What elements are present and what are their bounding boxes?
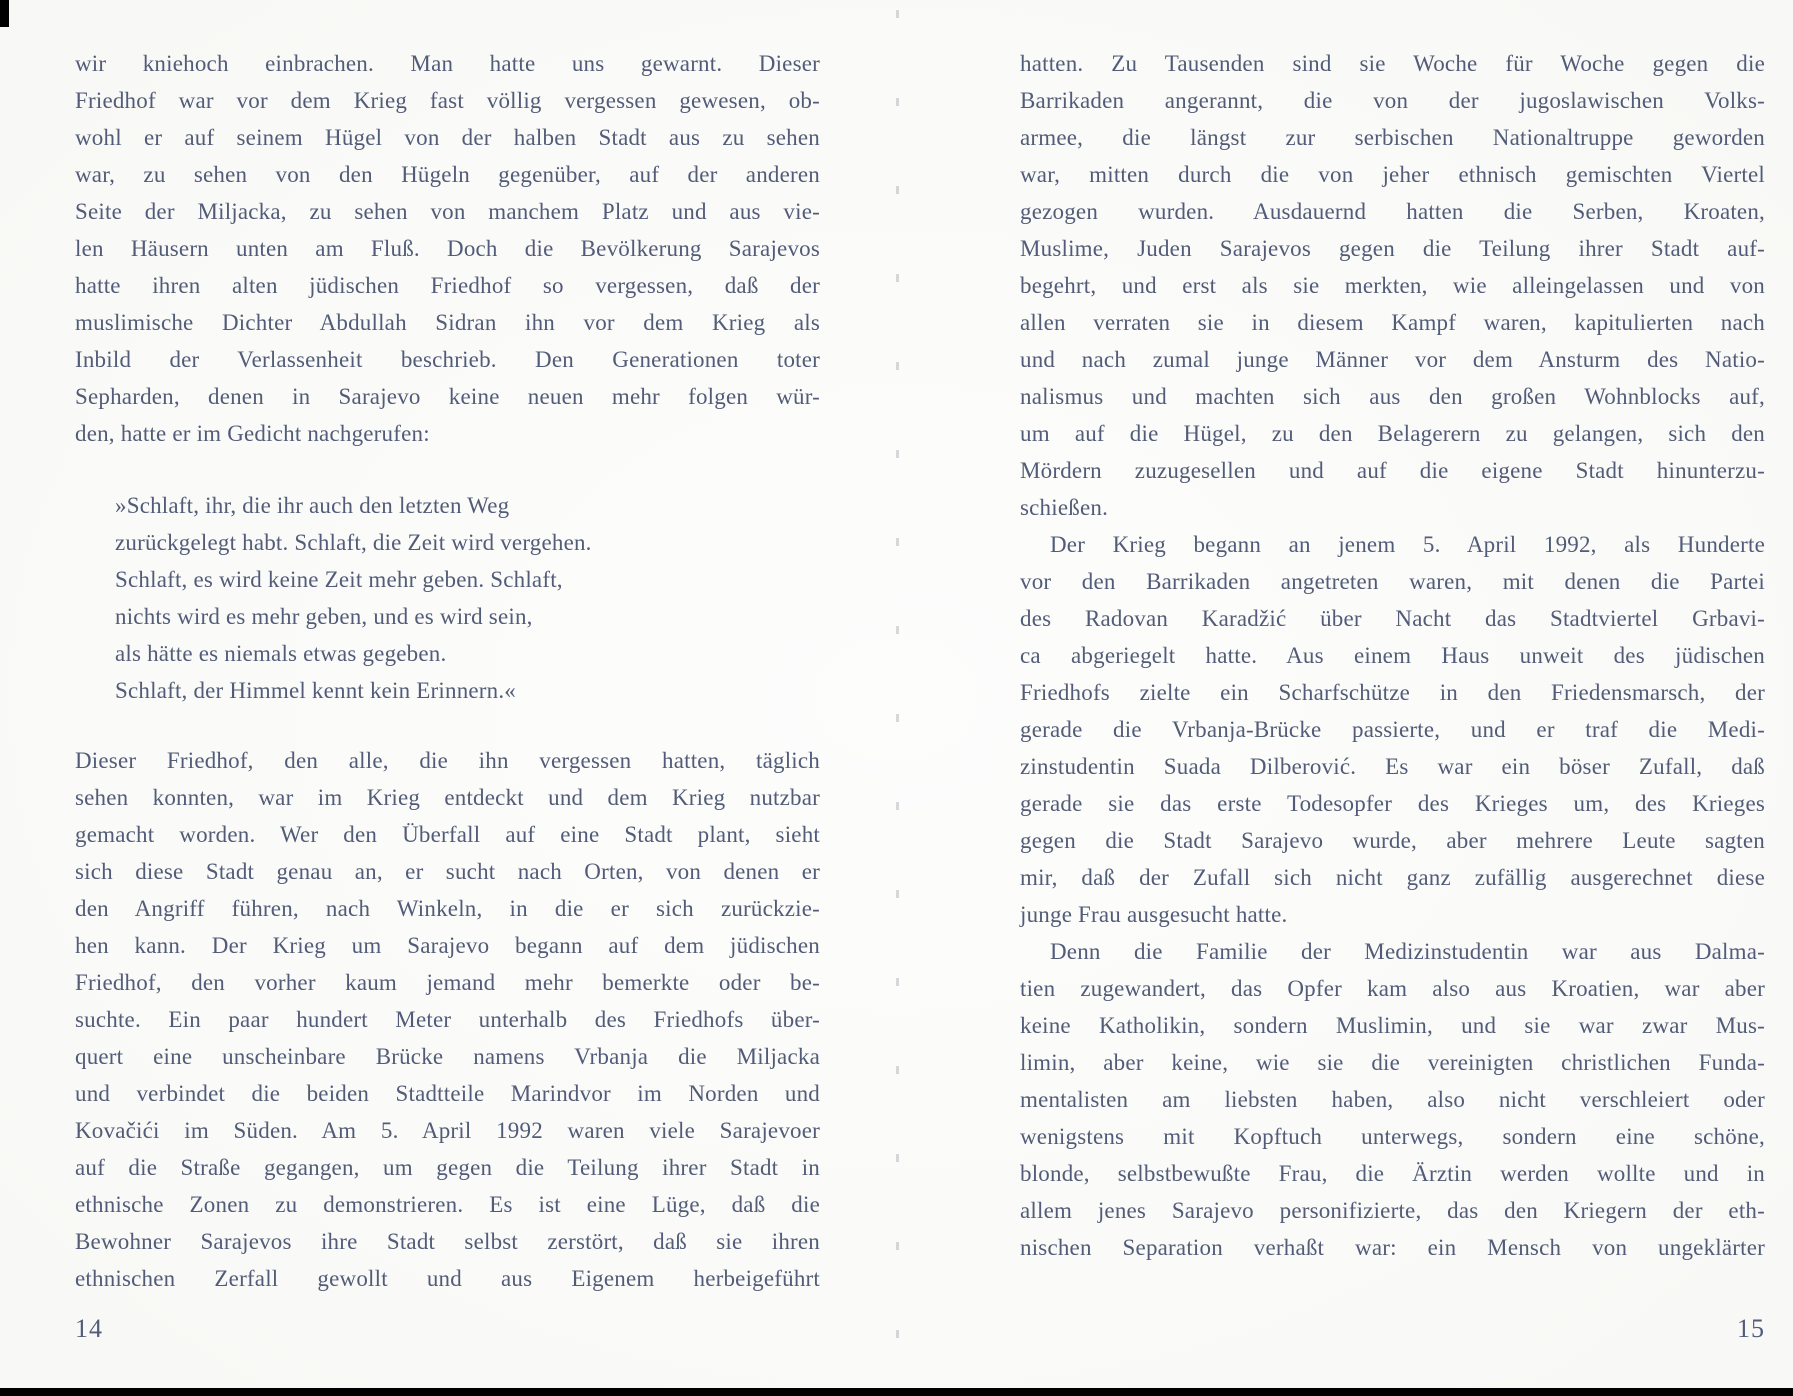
text-line: nichts wird es mehr geben, und es wird sein,	[115, 604, 533, 629]
paragraph-block	[1020, 526, 1765, 933]
text-line: Friedhofs zielte ein Scharfschütze in den Friedensmarsch, der	[1020, 680, 1765, 705]
text-line: ethnische Zonen zu demonstrieren. Es ist eine Lüge, daß die	[75, 1192, 820, 1217]
text-line: Bewohner Sarajevos ihre Stadt selbst zerstört, daß sie ihren	[75, 1229, 820, 1254]
text-line: und nach zumal junge Männer vor dem Ansturm des Natio-	[1020, 347, 1765, 372]
text-line: den, hatte er im Gedicht nachgerufen:	[75, 421, 430, 446]
text-line: Barrikaden angerannt, die von der jugoslawischen Volks-	[1020, 88, 1765, 113]
text-line: Friedhof war vor dem Krieg fast völlig vergessen gewesen, ob-	[75, 88, 820, 113]
text-line: schießen.	[1020, 495, 1109, 520]
text-line: Denn die Familie der Medizinstudentin war aus Dalma-	[1050, 939, 1765, 964]
page-left-text-column	[75, 45, 820, 1297]
text-line: vor den Barrikaden angetreten waren, mit denen die Partei	[1020, 569, 1765, 594]
page-number-left: 14	[75, 1314, 103, 1343]
text-line: »Schlaft, ihr, die ihr auch den letzten Weg	[115, 493, 510, 518]
text-line: als hätte es niemals etwas gegeben.	[115, 641, 447, 666]
text-line: wohl er auf seinem Hügel von der halben Stadt aus zu sehen	[75, 125, 820, 150]
text-line: ethnischen Zerfall gewollt und aus Eigenem herbeigeführt	[75, 1266, 820, 1291]
text-line: Schlaft, der Himmel kennt kein Erinnern.«	[115, 678, 517, 703]
text-line: mir, daß der Zufall sich nicht ganz zufällig ausgerechnet diese	[1020, 865, 1765, 890]
scan-corner-mark	[0, 0, 9, 27]
text-line: blonde, selbstbewußte Frau, die Ärztin werden wollte und in	[1020, 1161, 1765, 1186]
text-line: mentalisten am liebsten haben, also nicht verschleiert oder	[1020, 1087, 1765, 1112]
text-line: sehen konnten, war im Krieg entdeckt und dem Krieg nutzbar	[75, 785, 820, 810]
text-line: war, zu sehen von den Hügeln gegenüber, auf der anderen	[75, 162, 820, 187]
text-line: suchte. Ein paar hundert Meter unterhalb des Friedhofs über-	[75, 1007, 820, 1032]
text-line: Seite der Miljacka, zu sehen von manchem Platz und aus vie-	[75, 199, 820, 224]
paragraph-block	[75, 45, 820, 452]
text-line: Muslime, Juden Sarajevos gegen die Teilung ihrer Stadt auf-	[1020, 236, 1765, 261]
text-line: allen verraten sie in diesem Kampf waren, kapitulierten nach	[1020, 310, 1765, 335]
text-line: des Radovan Karadžić über Nacht das Stadtviertel Grbavi-	[1020, 606, 1765, 631]
text-line: keine Katholikin, sondern Muslimin, und sie war zwar Mus-	[1020, 1013, 1765, 1038]
text-line: junge Frau ausgesucht hatte.	[1020, 902, 1288, 927]
page-right-text-column	[1020, 45, 1765, 1266]
text-line: tien zugewandert, das Opfer kam also aus Kroatien, war aber	[1020, 976, 1765, 1001]
text-line: Inbild der Verlassenheit beschrieb. Den Generationen toter	[75, 347, 820, 372]
text-line: wenigstens mit Kopftuch unterwegs, sondern eine schöne,	[1020, 1124, 1765, 1149]
text-line: sich diese Stadt genau an, er sucht nach Orten, von denen er	[75, 859, 820, 884]
text-line: war, mitten durch die von jeher ethnisch gemischten Viertel	[1020, 162, 1765, 187]
paragraph-block	[1020, 45, 1765, 526]
text-line: um auf die Hügel, zu den Belagerern zu gelangen, sich den	[1020, 421, 1765, 446]
text-line: hen kann. Der Krieg um Sarajevo begann auf dem jüdischen	[75, 933, 820, 958]
paragraph-block	[1020, 933, 1765, 1266]
page-number-right: 15	[1737, 1314, 1765, 1343]
scan-edge-bar	[0, 1388, 1793, 1396]
text-line: Schlaft, es wird keine Zeit mehr geben. Schlaft,	[115, 567, 563, 592]
text-line: zurückgelegt habt. Schlaft, die Zeit wird vergehen.	[115, 530, 592, 555]
text-line: den Angriff führen, nach Winkeln, in die er sich zurückzie-	[75, 896, 820, 921]
text-line: gerade die Vrbanja-Brücke passierte, und er traf die Medi-	[1020, 717, 1765, 742]
text-line: wir kniehoch einbrachen. Man hatte uns gewarnt. Dieser	[75, 51, 820, 76]
text-line: ca abgeriegelt hatte. Aus einem Haus unweit des jüdischen	[1020, 643, 1765, 668]
text-line: len Häusern unten am Fluß. Doch die Bevölkerung Sarajevos	[75, 236, 820, 261]
text-line: Sepharden, denen in Sarajevo keine neuen mehr folgen wür-	[75, 384, 820, 409]
gutter-binding-marks	[896, 10, 899, 1350]
text-line: gegen die Stadt Sarajevo wurde, aber mehrere Leute sagten	[1020, 828, 1765, 853]
text-line: begehrt, und erst als sie merkten, wie alleingelassen und von	[1020, 273, 1765, 298]
text-line: limin, aber keine, wie sie die vereinigten christlichen Funda-	[1020, 1050, 1765, 1075]
text-line: armee, die längst zur serbischen Nationaltruppe geworden	[1020, 125, 1765, 150]
text-line: muslimische Dichter Abdullah Sidran ihn vor dem Krieg als	[75, 310, 820, 335]
text-line: gemacht worden. Wer den Überfall auf eine Stadt plant, sieht	[75, 822, 820, 847]
text-line: Mördern zuzugesellen und auf die eigene Stadt hinunterzu-	[1020, 458, 1765, 483]
text-line: und verbindet die beiden Stadtteile Marindvor im Norden und	[75, 1081, 820, 1106]
text-line: Der Krieg begann an jenem 5. April 1992, als Hunderte	[1050, 532, 1765, 557]
text-line: nalismus und machten sich aus den großen Wohnblocks auf,	[1020, 384, 1765, 409]
text-line: gezogen wurden. Ausdauernd hatten die Serben, Kroaten,	[1020, 199, 1765, 224]
text-line: Friedhof, den vorher kaum jemand mehr bemerkte oder be-	[75, 970, 820, 995]
text-line: Dieser Friedhof, den alle, die ihn vergessen hatten, täglich	[75, 748, 820, 773]
text-line: zinstudentin Suada Dilberović. Es war ein böser Zufall, daß	[1020, 754, 1765, 779]
text-line: gerade sie das erste Todesopfer des Krieges um, des Krieges	[1020, 791, 1765, 816]
text-line: nischen Separation verhaßt war: ein Mensch von ungeklärter	[1020, 1235, 1765, 1260]
poem-block	[75, 487, 820, 709]
text-line: quert eine unscheinbare Brücke namens Vrbanja die Miljacka	[75, 1044, 820, 1069]
text-line: auf die Straße gegangen, um gegen die Teilung ihrer Stadt in	[75, 1155, 820, 1180]
text-line: allem jenes Sarajevo personifizierte, das den Kriegern der eth-	[1020, 1198, 1765, 1223]
text-line: Kovačići im Süden. Am 5. April 1992 waren viele Sarajevoer	[75, 1118, 820, 1143]
text-line: hatten. Zu Tausenden sind sie Woche für Woche gegen die	[1020, 51, 1765, 76]
text-line: hatte ihren alten jüdischen Friedhof so vergessen, daß der	[75, 273, 820, 298]
paragraph-block	[75, 742, 820, 1297]
